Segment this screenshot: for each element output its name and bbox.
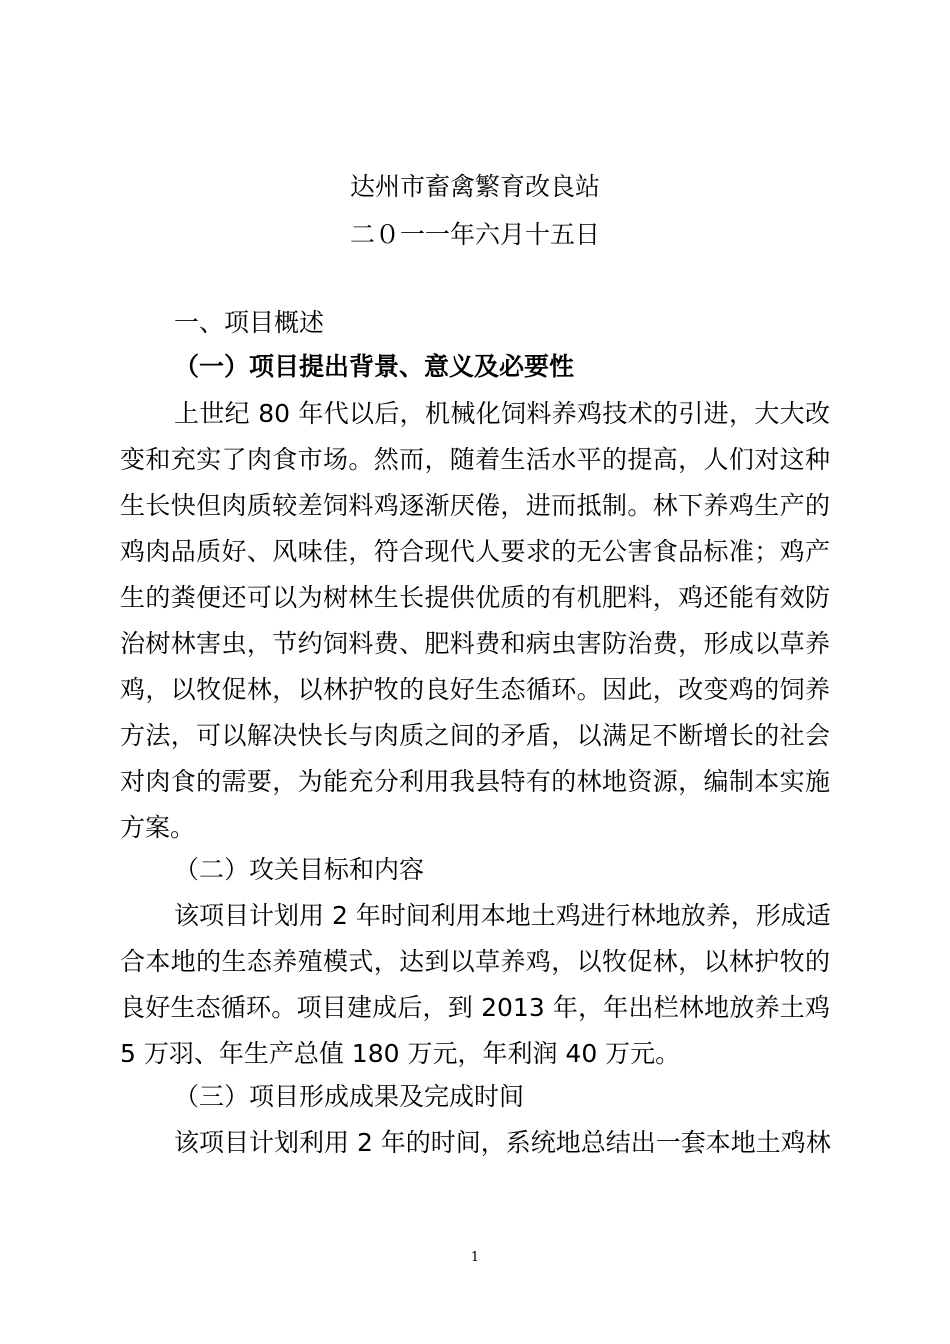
paragraph-line: 生的粪便还可以为树林生长提供优质的有机肥料，鸡还能有效防 <box>120 583 830 612</box>
paragraph-line: 良好生态循环。项目建成后，到 2013 年，年出栏林地放养土鸡 <box>120 993 830 1022</box>
document-date: 二０一一年六月十五日 <box>349 220 600 249</box>
paragraph-line: 鸡，以牧促林，以林护牧的良好生态循环。因此，改变鸡的饲养 <box>120 675 830 704</box>
paragraph-line: 上世纪 80 年代以后，机械化饲料养鸡技术的引进，大大改 <box>174 399 830 428</box>
paragraph-results <box>120 1120 830 1166</box>
paragraph-goals <box>120 893 830 1077</box>
paragraph-line: 方法，可以解决快长与肉质之间的矛盾，以满足不断增长的社会 <box>120 721 830 750</box>
subsection-heading-1: （一）项目提出背景、意义及必要性 <box>174 352 575 381</box>
paragraph-line: 变和充实了肉食市场。然而，随着生活水平的提高，人们对这种 <box>120 445 830 474</box>
subsection-heading-2: （二）攻关目标和内容 <box>174 855 425 884</box>
paragraph-line: 方案。 <box>120 813 196 842</box>
paragraph-line: 鸡肉品质好、风味佳，符合现代人要求的无公害食品标准；鸡产 <box>120 537 830 566</box>
paragraph-line: 该项目计划利用 2 年的时间，系统地总结出一套本地土鸡林 <box>174 1128 831 1157</box>
organization-name: 达州市畜禽繁育改良站 <box>349 172 600 201</box>
paragraph-line: 对肉食的需要，为能充分利用我县特有的林地资源，编制本实施 <box>120 767 830 796</box>
paragraph-background <box>120 391 830 851</box>
paragraph-line: 合本地的生态养殖模式，达到以草养鸡，以牧促林，以林护牧的 <box>120 947 830 976</box>
page-number: 1 <box>470 1250 480 1265</box>
paragraph-line: 生长快但肉质较差饲料鸡逐渐厌倦，进而抵制。林下养鸡生产的 <box>120 491 830 520</box>
paragraph-line: 治树林害虫，节约饲料费、肥料费和病虫害防治费，形成以草养 <box>120 629 830 658</box>
subsection-heading-3: （三）项目形成成果及完成时间 <box>174 1082 525 1111</box>
section-heading: 一、项目概述 <box>174 308 325 337</box>
paragraph-line: 该项目计划用 2 年时间利用本地土鸡进行林地放养，形成适 <box>174 901 831 930</box>
paragraph-line: 5 万羽、年生产总值 180 万元，年利润 40 万元。 <box>120 1039 681 1068</box>
